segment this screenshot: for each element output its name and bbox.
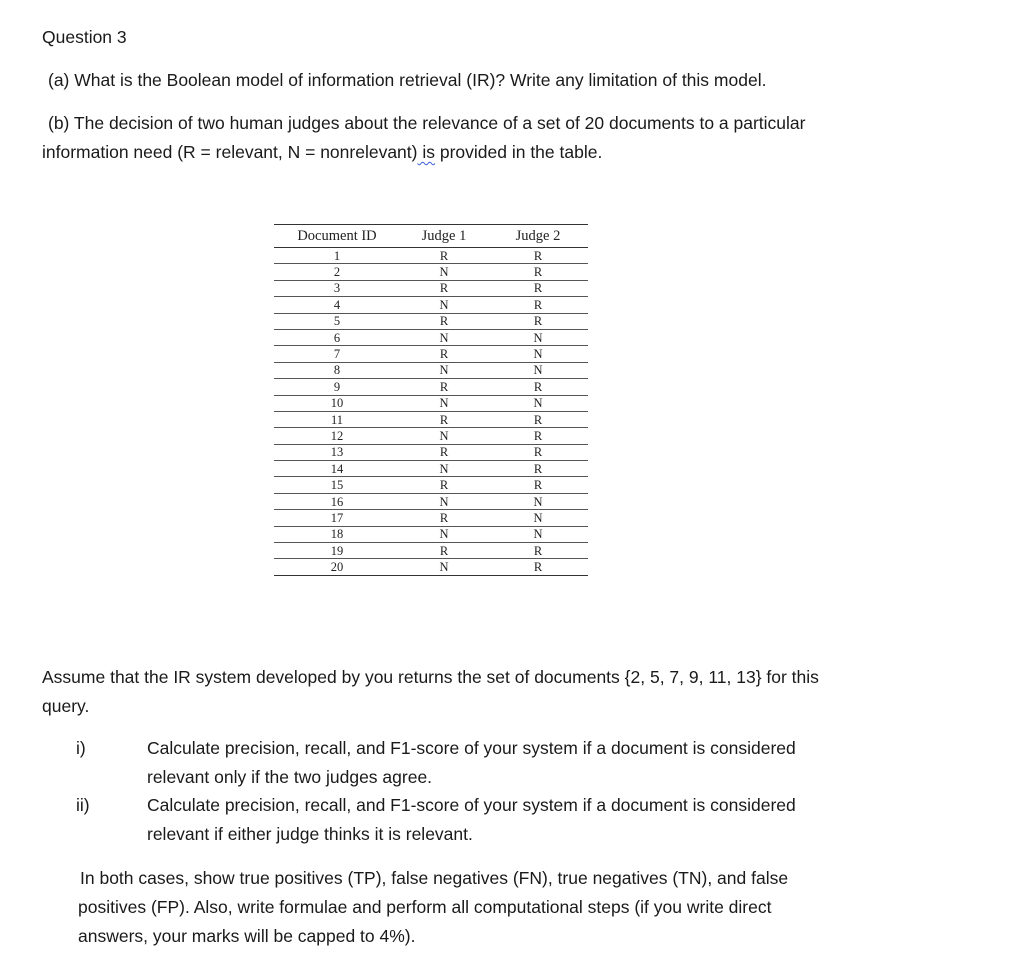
cell-judge-2: R [488,543,588,559]
cell-judge-1: N [400,297,488,313]
question-title: Question 3 [42,27,127,47]
cell-judge-2: R [488,428,588,444]
table-row [274,559,588,575]
cell-document-id: 15 [274,477,400,493]
cell-judge-1: N [400,559,488,575]
cell-judge-1: N [400,526,488,542]
table-row [274,313,588,329]
cell-document-id: 18 [274,526,400,542]
cell-judge-1: N [400,264,488,280]
cell-document-id: 4 [274,297,400,313]
cell-document-id: 16 [274,493,400,509]
table-row [274,248,588,264]
table-row [274,264,588,280]
cell-judge-1: R [400,379,488,395]
cell-document-id: 2 [274,264,400,280]
item-ii-line1: Calculate precision, recall, and F1-score of your system if a document is considered [147,795,796,815]
table-row [274,329,588,345]
cell-judge-2: R [488,248,588,264]
cell-judge-2: R [488,444,588,460]
cell-document-id: 7 [274,346,400,362]
cell-document-id: 11 [274,411,400,427]
cell-judge-2: R [488,264,588,280]
cell-document-id: 6 [274,329,400,345]
item-i-line1: Calculate precision, recall, and F1-score of your system if a document is considered [147,738,796,758]
cell-judge-2: N [488,395,588,411]
cell-judge-2: N [488,362,588,378]
cell-document-id: 8 [274,362,400,378]
cell-judge-1: R [400,444,488,460]
part-a-text: (a) What is the Boolean model of information retrieval (IR)? Write any limitation of this model. [48,70,767,90]
cell-document-id: 13 [274,444,400,460]
cell-judge-2: N [488,346,588,362]
table-row [274,297,588,313]
item-i-number: i) [76,738,86,758]
header-document-id: Document ID [274,225,400,248]
table-row [274,526,588,542]
cell-judge-1: R [400,510,488,526]
table-row [274,444,588,460]
cell-judge-2: N [488,329,588,345]
table-row [274,411,588,427]
header-judge-1: Judge 1 [400,225,488,248]
table-row [274,379,588,395]
cell-document-id: 5 [274,313,400,329]
spellcheck-squiggle: is [417,142,435,162]
cell-judge-2: R [488,280,588,296]
cell-judge-1: N [400,395,488,411]
table-header-row [274,225,588,248]
part-b-line2-prefix: information need (R = relevant, N = nonrelevant) [42,142,418,162]
cell-judge-2: R [488,313,588,329]
cell-document-id: 12 [274,428,400,444]
instructions-line1: In both cases, show true positives (TP), false negatives (FN), true negatives (TN), and false [80,868,789,888]
cell-document-id: 20 [274,559,400,575]
item-ii-number: ii) [76,795,90,815]
cell-judge-2: R [488,477,588,493]
cell-document-id: 9 [274,379,400,395]
cell-judge-1: N [400,493,488,509]
table-row [274,493,588,509]
assumption-line2: query. [42,696,90,716]
cell-judge-2: R [488,411,588,427]
cell-judge-1: N [400,428,488,444]
table-body [274,248,588,576]
cell-judge-2: N [488,526,588,542]
cell-document-id: 1 [274,248,400,264]
cell-judge-1: R [400,280,488,296]
table-row [274,395,588,411]
cell-judge-1: R [400,248,488,264]
cell-document-id: 17 [274,510,400,526]
assumption-line1: Assume that the IR system developed by you returns the set of documents {2, 5, 7, 9, 11, 13} for this [42,667,819,687]
table-row [274,280,588,296]
cell-judge-2: R [488,559,588,575]
cell-judge-1: R [400,411,488,427]
table-row [274,346,588,362]
table-row [274,477,588,493]
cell-judge-1: N [400,461,488,477]
cell-judge-1: N [400,329,488,345]
part-b-line2-suffix: provided in the table. [434,142,603,162]
instructions-line2: positives (FP). Also, write formulae and perform all computational steps (if you write direct [78,897,772,917]
table-row [274,510,588,526]
part-b-text-line2 [42,138,602,167]
table-row [274,543,588,559]
item-ii-line2: relevant if either judge thinks it is relevant. [147,824,473,844]
cell-document-id: 3 [274,280,400,296]
cell-document-id: 19 [274,543,400,559]
table-row [274,362,588,378]
part-b-text-line1: (b) The decision of two human judges about the relevance of a set of 20 documents to a particular [48,113,806,133]
cell-judge-1: R [400,313,488,329]
cell-judge-1: R [400,346,488,362]
item-i-line2: relevant only if the two judges agree. [147,767,433,787]
cell-judge-2: R [488,297,588,313]
table-row [274,428,588,444]
header-judge-2: Judge 2 [488,225,588,248]
cell-judge-1: N [400,362,488,378]
cell-judge-2: N [488,510,588,526]
cell-document-id: 14 [274,461,400,477]
table-row [274,461,588,477]
cell-judge-2: N [488,493,588,509]
instructions-line3: answers, your marks will be capped to 4%). [78,926,416,946]
cell-judge-2: R [488,461,588,477]
cell-document-id: 10 [274,395,400,411]
cell-judge-2: R [488,379,588,395]
cell-judge-1: R [400,543,488,559]
relevance-judgement-table [274,224,588,576]
cell-judge-1: R [400,477,488,493]
